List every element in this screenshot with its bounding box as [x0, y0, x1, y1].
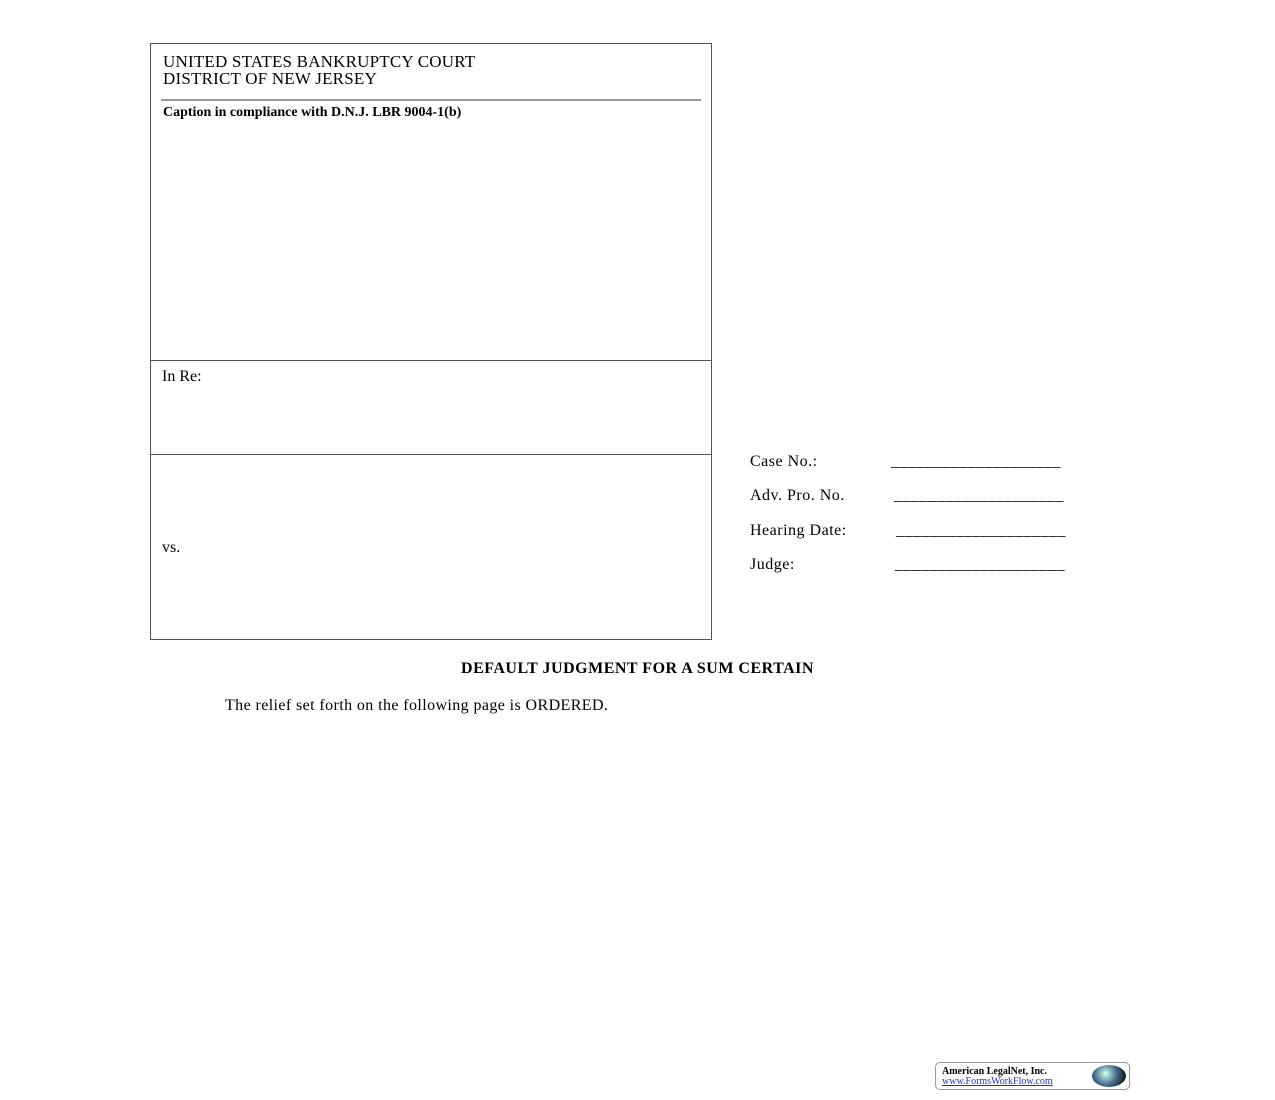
- case-number-blank[interactable]: ____________________: [891, 453, 1061, 470]
- court-name: [163, 53, 475, 87]
- judge-field: [750, 556, 1065, 574]
- field-label: Case No.:: [750, 453, 818, 470]
- case-number-field: [750, 453, 1061, 471]
- field-label: Judge:: [750, 556, 795, 573]
- compliance-note: Caption in compliance with D.N.J. LBR 9004-1(b): [163, 105, 462, 120]
- globe-icon: [1092, 1065, 1126, 1087]
- vs-label: vs.: [162, 539, 181, 556]
- field-label: Adv. Pro. No.: [750, 487, 845, 504]
- field-label: Hearing Date:: [750, 522, 847, 539]
- hearing-date-blank[interactable]: ____________________: [896, 522, 1066, 539]
- adv-pro-number-blank[interactable]: ____________________: [894, 487, 1064, 504]
- court-line-2: DISTRICT OF NEW JERSEY: [163, 69, 377, 88]
- document-title: DEFAULT JUDGMENT FOR A SUM CERTAIN: [461, 660, 814, 677]
- caption-header-section: [151, 44, 711, 361]
- in-re-label: In Re:: [162, 368, 202, 385]
- in-re-section: [151, 360, 711, 455]
- caption-box: [150, 43, 712, 640]
- company-name: American LegalNet, Inc.: [942, 1066, 1047, 1077]
- website-link[interactable]: www.FormsWorkFlow.com: [942, 1076, 1053, 1087]
- divider: [161, 99, 701, 101]
- footer-logo: [935, 1062, 1130, 1090]
- order-text: The relief set forth on the following page is ORDERED.: [225, 697, 609, 714]
- adv-pro-number-field: [750, 487, 1064, 505]
- court-line-1: UNITED STATES BANKRUPTCY COURT: [163, 52, 476, 71]
- hearing-date-field: [750, 522, 1066, 540]
- judge-blank[interactable]: ____________________: [895, 556, 1065, 573]
